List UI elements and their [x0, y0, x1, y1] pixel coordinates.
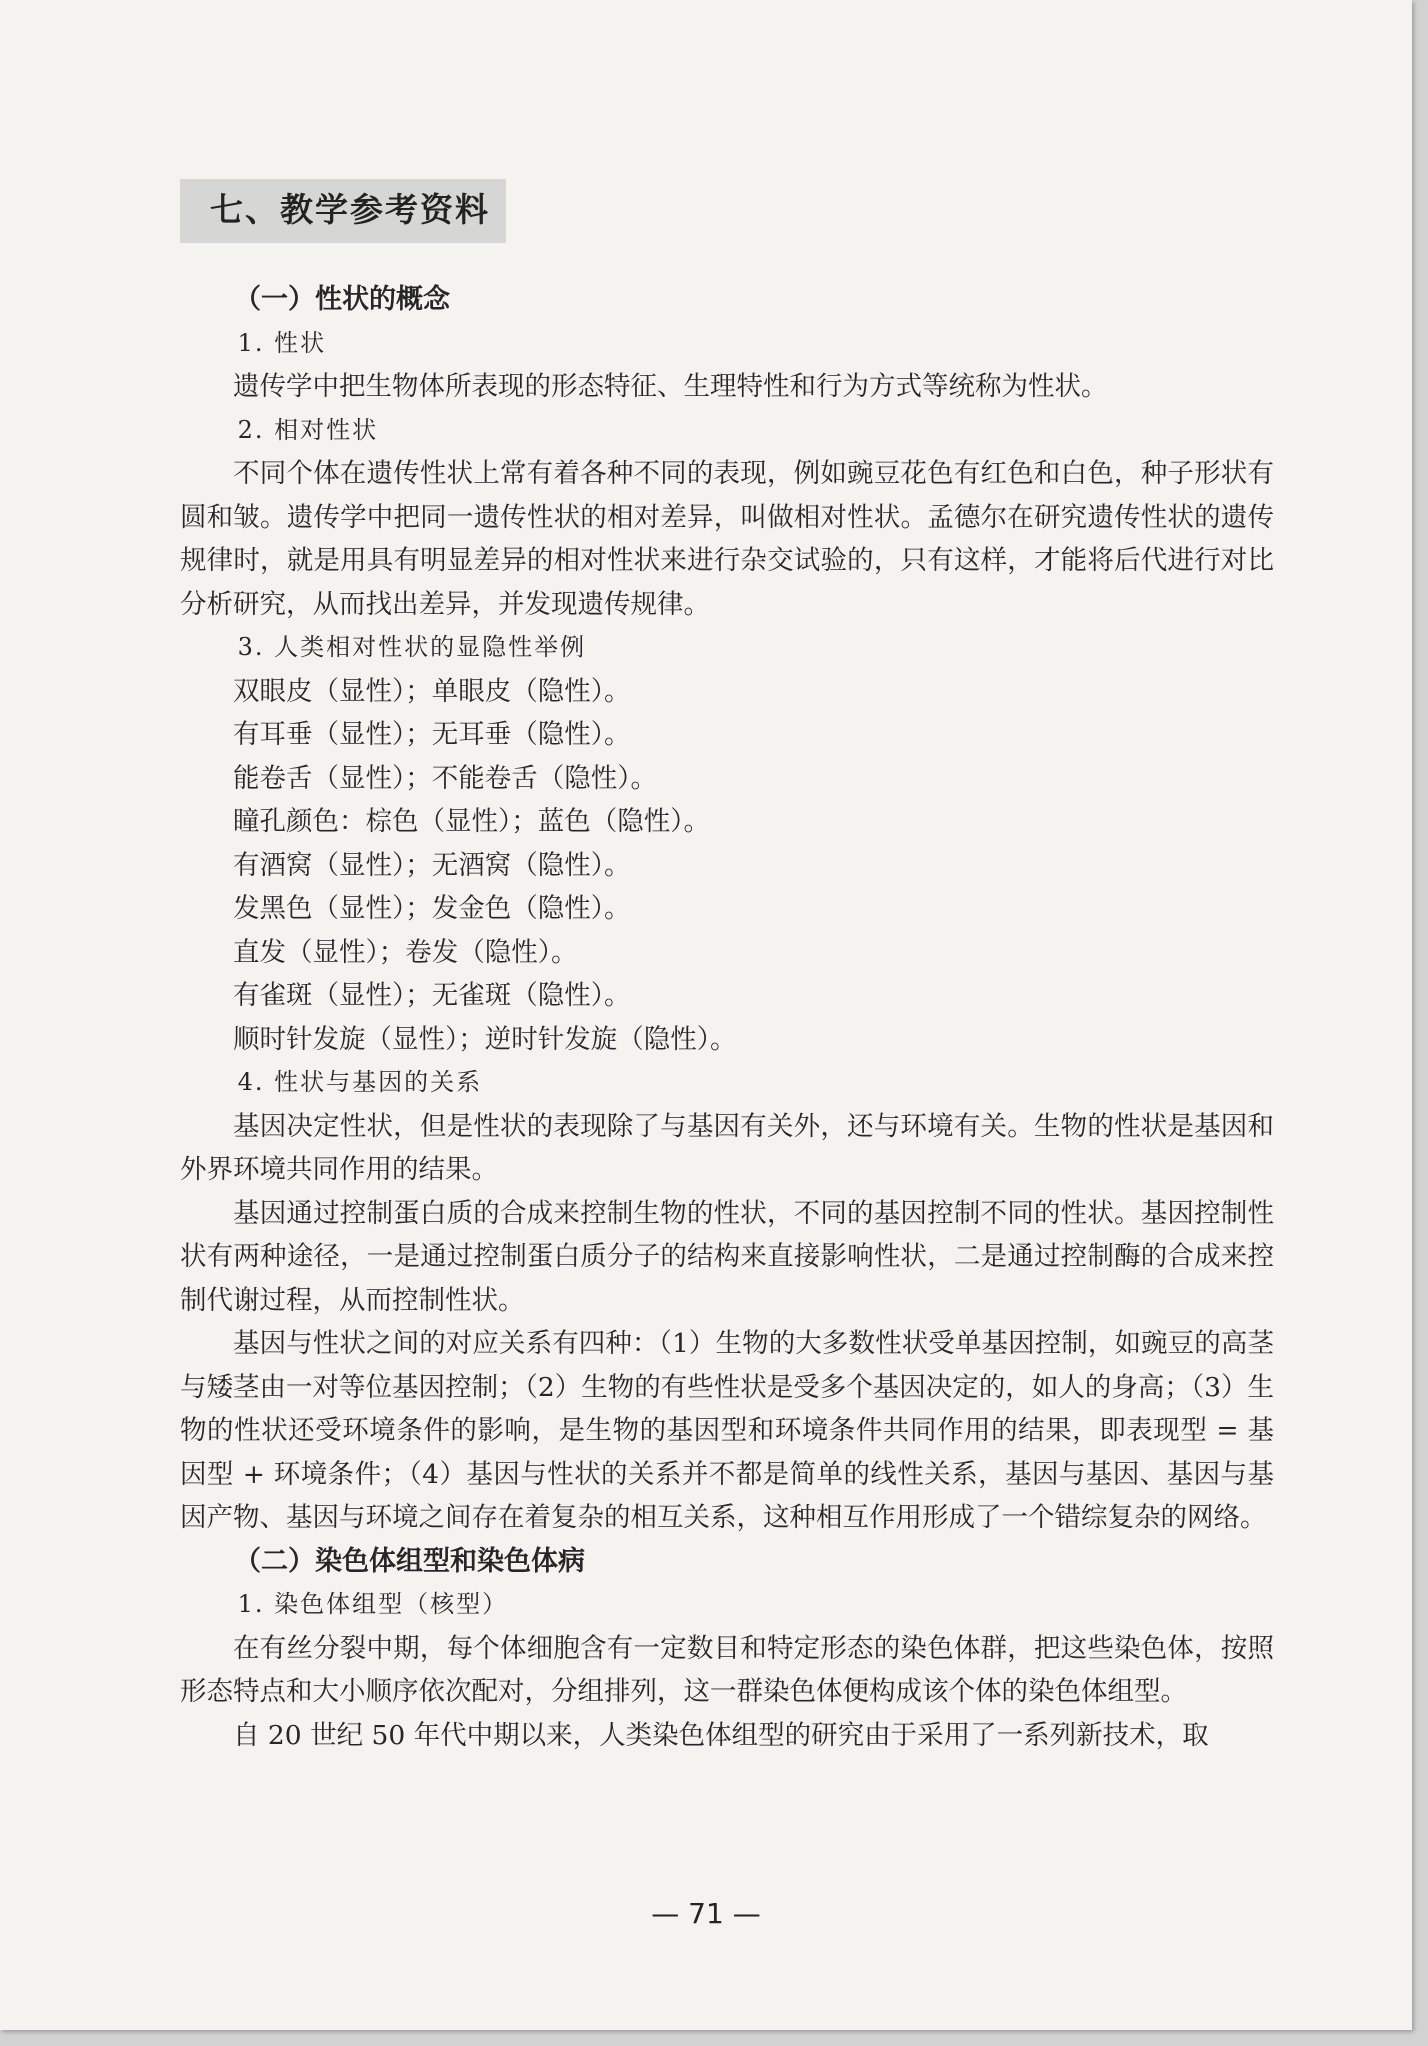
- list-item: 双眼皮（显性）；单眼皮（隐性）。: [233, 675, 631, 707]
- paragraph: 在有丝分裂中期，每个体细胞含有一定数目和特定形态的染色体群，把这些染色体，按照形态特点和大小顺序依次配对，分组排列，这一群染色体便构成该个体的染色体组型。: [180, 1632, 1274, 1707]
- section-title: 七、教学参考资料: [210, 190, 490, 229]
- paragraph: 基因决定性状，但是性状的表现除了与基因有关外，还与环境有关。生物的性状是基因和外界环境共同作用的结果。: [180, 1110, 1274, 1185]
- paragraph: 基因通过控制蛋白质的合成来控制生物的性状，不同的基因控制不同的性状。基因控制性状有两种途径，一是通过控制蛋白质分子的结构来直接影响性状，二是通过控制酶的合成来控制代谢过程，从而控制性状。: [180, 1197, 1274, 1316]
- list-item: 瞳孔颜色：棕色（显性）；蓝色（隐性）。: [233, 806, 710, 837]
- paragraph: 自 20 世纪 50 年代中期以来，人类染色体组型的研究由于采用了一系列新技术，取: [233, 1719, 1209, 1751]
- subsection-heading: 2. 相对性状: [237, 415, 379, 444]
- section-heading: （一）性状的概念: [234, 284, 450, 315]
- section-heading: （二）染色体组型和染色体病: [234, 1545, 585, 1577]
- paragraph: 不同个体在遗传性状上常有着各种不同的表现，例如豌豆花色有红色和白色，种子形状有圆和皱。遗传学中把同一遗传性状的相对差异，叫做相对性状。孟德尔在研究遗传性状的遗传规律时，就是用具有明显差异的相对性状来进行杂交试验的，只有这样，才能将后代进行对比分析研究，从而找出差异，并发现遗传规律。: [180, 458, 1274, 620]
- subsection-heading: 4. 性状与基因的关系: [237, 1068, 483, 1096]
- list-item: 顺时针发旋（显性）；逆时针发旋（隐性）。: [233, 1023, 737, 1055]
- list-item: 能卷舌（显性）；不能卷舌（隐性）。: [233, 762, 657, 794]
- subsection-heading: 1. 染色体组型（核型）: [237, 1590, 509, 1618]
- list-item: 有酒窝（显性）；无酒窝（隐性）。: [233, 849, 631, 881]
- list-item: 有耳垂（显性）；无耳垂（隐性）。: [233, 719, 631, 750]
- list-item: 有雀斑（显性）；无雀斑（隐性）。: [233, 980, 631, 1011]
- paragraph: 遗传学中把生物体所表现的形态特征、生理特性和行为方式等统称为性状。: [233, 371, 1108, 402]
- list-item: 直发（显性）；卷发（隐性）。: [233, 936, 578, 968]
- subsection-heading: 3. 人类相对性状的显隐性举例: [237, 633, 587, 661]
- document-body: [180, 278, 1274, 1757]
- list-item: 发黑色（显性）；发金色（隐性）。: [233, 893, 631, 924]
- paragraph: 基因与性状之间的对应关系有四种：（1）生物的大多数性状受单基因控制，如豌豆的高茎与矮茎由一对等位基因控制；（2）生物的有些性状是受多个基因决定的，如人的身高；（3）生物的性状还受环境条件的影响，是生物的基因型和环境条件共同作用的结果，即表现型 = 基因型 + 环境条件；（4）基因与性状的关系并不都是简单的线性关系，基因与基因、基因与基因产物、基因与环境之间存在着复杂的相互关系，这种相互作用形成了一个错综复杂的网络。: [180, 1328, 1274, 1533]
- page-number: — 71 —: [651, 1897, 761, 1930]
- subsection-heading: 1. 性状: [237, 328, 327, 357]
